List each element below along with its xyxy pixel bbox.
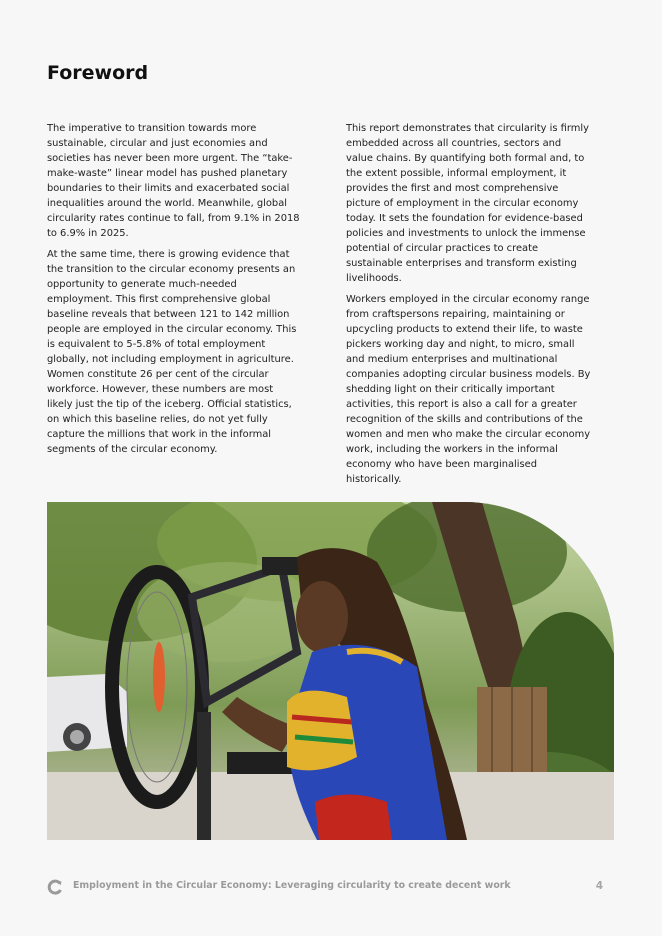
paragraph: The imperative to transition towards more sustainable, circular and just economies and societies has never been more urgent. The “take-make-waste” linear model has pushed planetary boundaries to their limits and exacerbated social inequalities around the world. Meanwhile, global circularity rates continue to fall, from 9.1% in 2018 to 6.9% in 2025. (47, 123, 300, 239)
page-title: Foreword (47, 62, 149, 84)
circular-arrow-logo-icon (47, 879, 63, 895)
footer-report-title: Employment in the Circular Economy: Leveraging circularity to create decent work (73, 880, 511, 891)
paragraph: This report demonstrates that circularity is firmly embedded across all countries, sectors and value chains. By quantifying both formal and, to the extent possible, informal employment, it provides the first and most comprehensive picture of employment in the circular economy today. It sets the foundation for evidence-based policies and investments to unlock the immense potential of circular practices to create sustainable enterprises and transform existing livelihoods. (346, 123, 589, 284)
paragraph: Workers employed in the circular economy range from craftspersons repairing, maintaining or upcycling products to extend their life, to waste pickers working day and night, to micro, small and medium enterprises and multinational companies adopting circular business models. By shedding light on their critically important activities, this report is also a call for a greater recognition of the skills and contributions of the women and men who make the circular economy work, including the workers in the informal economy who have been marginalised historically. (346, 294, 591, 485)
page-number: 4 (595, 880, 603, 892)
page-footer (47, 878, 603, 896)
left-text-column (47, 121, 301, 463)
right-text-column (346, 121, 591, 493)
paragraph: At the same time, there is growing evidence that the transition to the circular economy presents an opportunity to generate much-needed employment. This first comprehensive global baseline reveals that between 121 to 142 million people are employed in the circular economy. This is equivalent to 5-5.8% of total employment globally, not including employment in agriculture. Women constitute 26 per cent of the circular workforce. However, these numbers are most likely just the tip of the iceberg. Official statistics, on which this baseline relies, do not yet fully capture the millions that work in the informal segments of the circular economy. (47, 249, 297, 455)
bicycle-repair-photo (47, 502, 614, 840)
